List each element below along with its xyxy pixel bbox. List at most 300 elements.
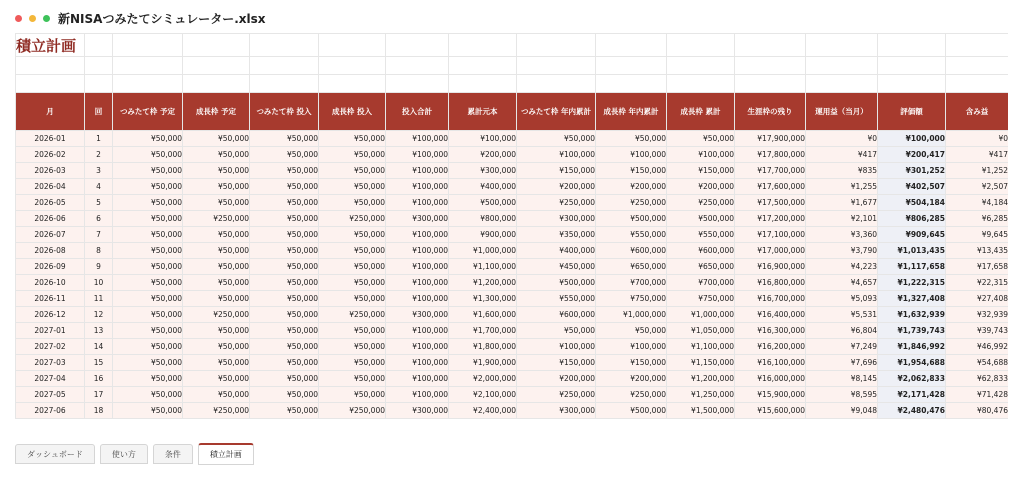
table-cell[interactable]: ¥50,000 xyxy=(183,179,250,195)
column-header[interactable]: 成長枠 投入 xyxy=(319,93,386,131)
table-cell[interactable]: ¥50,000 xyxy=(183,371,250,387)
table-cell[interactable]: ¥54,688 xyxy=(946,355,1009,371)
table-cell[interactable]: ¥100,000 xyxy=(386,131,449,147)
table-cell[interactable]: ¥200,000 xyxy=(596,371,667,387)
table-cell[interactable]: ¥2,000,000 xyxy=(449,371,517,387)
table-cell[interactable]: ¥15,900,000 xyxy=(735,387,806,403)
table-cell[interactable]: ¥50,000 xyxy=(319,179,386,195)
table-cell[interactable]: ¥504,184 xyxy=(878,195,946,211)
empty-cell[interactable] xyxy=(16,57,85,75)
minimize-window-button[interactable] xyxy=(29,15,36,22)
table-cell[interactable]: 3 xyxy=(85,163,113,179)
table-cell[interactable]: ¥50,000 xyxy=(113,403,183,419)
table-cell[interactable]: ¥50,000 xyxy=(250,403,319,419)
table-cell[interactable]: ¥50,000 xyxy=(250,371,319,387)
table-cell[interactable]: ¥250,000 xyxy=(517,195,596,211)
table-cell[interactable]: ¥50,000 xyxy=(250,179,319,195)
table-cell[interactable]: ¥50,000 xyxy=(319,243,386,259)
table-cell[interactable]: ¥4,184 xyxy=(946,195,1009,211)
table-cell[interactable]: 2026-02 xyxy=(16,147,85,163)
table-cell[interactable]: ¥50,000 xyxy=(250,307,319,323)
table-cell[interactable]: ¥17,800,000 xyxy=(735,147,806,163)
column-header[interactable]: つみたて枠 年内累計 xyxy=(517,93,596,131)
table-cell[interactable]: ¥4,223 xyxy=(806,259,878,275)
empty-cell[interactable] xyxy=(183,34,250,57)
empty-cell[interactable] xyxy=(946,75,1009,93)
table-cell[interactable]: ¥700,000 xyxy=(596,275,667,291)
table-cell[interactable]: ¥100,000 xyxy=(517,147,596,163)
empty-cell[interactable] xyxy=(806,75,878,93)
table-cell[interactable]: ¥50,000 xyxy=(319,147,386,163)
table-cell[interactable]: ¥200,000 xyxy=(667,179,735,195)
table-cell[interactable]: ¥50,000 xyxy=(517,131,596,147)
table-cell[interactable]: ¥1,255 xyxy=(806,179,878,195)
table-cell[interactable]: ¥1,050,000 xyxy=(667,323,735,339)
table-cell[interactable]: ¥50,000 xyxy=(319,163,386,179)
table-cell[interactable]: ¥9,645 xyxy=(946,227,1009,243)
empty-cell[interactable] xyxy=(113,57,183,75)
table-cell[interactable]: ¥16,000,000 xyxy=(735,371,806,387)
table-cell[interactable]: ¥50,000 xyxy=(250,147,319,163)
table-cell[interactable]: ¥1,632,939 xyxy=(878,307,946,323)
table-cell[interactable]: ¥32,939 xyxy=(946,307,1009,323)
table-cell[interactable]: ¥1,600,000 xyxy=(449,307,517,323)
table-cell[interactable]: 2026-08 xyxy=(16,243,85,259)
table-cell[interactable]: ¥50,000 xyxy=(517,323,596,339)
table-cell[interactable]: ¥50,000 xyxy=(113,195,183,211)
table-cell[interactable]: ¥200,000 xyxy=(517,371,596,387)
table-cell[interactable]: ¥550,000 xyxy=(596,227,667,243)
table-cell[interactable]: ¥100,000 xyxy=(386,323,449,339)
maximize-window-button[interactable] xyxy=(43,15,50,22)
empty-cell[interactable] xyxy=(319,75,386,93)
table-cell[interactable]: ¥15,600,000 xyxy=(735,403,806,419)
table-cell[interactable]: ¥50,000 xyxy=(319,291,386,307)
empty-cell[interactable] xyxy=(878,75,946,93)
table-cell[interactable]: ¥27,408 xyxy=(946,291,1009,307)
table-cell[interactable]: ¥806,285 xyxy=(878,211,946,227)
table-cell[interactable]: ¥1,000,000 xyxy=(667,307,735,323)
table-cell[interactable]: 17 xyxy=(85,387,113,403)
table-cell[interactable]: 14 xyxy=(85,339,113,355)
table-cell[interactable]: ¥500,000 xyxy=(449,195,517,211)
empty-cell[interactable] xyxy=(386,57,449,75)
table-cell[interactable]: ¥50,000 xyxy=(250,291,319,307)
table-cell[interactable]: ¥17,700,000 xyxy=(735,163,806,179)
table-cell[interactable]: ¥100,000 xyxy=(386,371,449,387)
table-cell[interactable]: ¥100,000 xyxy=(386,195,449,211)
table-cell[interactable]: ¥50,000 xyxy=(319,355,386,371)
table-cell[interactable]: ¥650,000 xyxy=(667,259,735,275)
table-cell[interactable]: ¥50,000 xyxy=(113,387,183,403)
table-cell[interactable]: ¥17,900,000 xyxy=(735,131,806,147)
table-cell[interactable]: ¥417 xyxy=(806,147,878,163)
table-cell[interactable]: ¥50,000 xyxy=(113,323,183,339)
table-cell[interactable]: ¥50,000 xyxy=(113,147,183,163)
table-cell[interactable]: ¥1,250,000 xyxy=(667,387,735,403)
table-cell[interactable]: ¥16,100,000 xyxy=(735,355,806,371)
table-cell[interactable]: ¥2,101 xyxy=(806,211,878,227)
column-header[interactable]: 評価額 xyxy=(878,93,946,131)
table-cell[interactable]: ¥150,000 xyxy=(667,163,735,179)
table-cell[interactable]: ¥16,400,000 xyxy=(735,307,806,323)
table-cell[interactable]: 2027-02 xyxy=(16,339,85,355)
empty-cell[interactable] xyxy=(517,57,596,75)
table-cell[interactable]: 2027-03 xyxy=(16,355,85,371)
sheet-title[interactable]: 積立計画 xyxy=(16,34,85,57)
empty-cell[interactable] xyxy=(596,34,667,57)
table-cell[interactable]: ¥6,285 xyxy=(946,211,1009,227)
table-cell[interactable]: ¥0 xyxy=(946,131,1009,147)
table-cell[interactable]: ¥100,000 xyxy=(386,147,449,163)
table-cell[interactable]: ¥100,000 xyxy=(386,227,449,243)
table-cell[interactable]: ¥50,000 xyxy=(667,131,735,147)
table-cell[interactable]: ¥1,252 xyxy=(946,163,1009,179)
table-cell[interactable]: 8 xyxy=(85,243,113,259)
table-cell[interactable]: ¥500,000 xyxy=(517,275,596,291)
table-cell[interactable]: ¥50,000 xyxy=(250,243,319,259)
table-cell[interactable]: ¥50,000 xyxy=(250,323,319,339)
table-cell[interactable]: ¥50,000 xyxy=(113,371,183,387)
table-cell[interactable]: ¥100,000 xyxy=(596,147,667,163)
table-cell[interactable]: ¥1,100,000 xyxy=(667,339,735,355)
empty-cell[interactable] xyxy=(735,57,806,75)
table-cell[interactable]: ¥250,000 xyxy=(517,387,596,403)
table-cell[interactable]: ¥250,000 xyxy=(319,211,386,227)
table-cell[interactable]: ¥16,200,000 xyxy=(735,339,806,355)
table-cell[interactable]: ¥1,900,000 xyxy=(449,355,517,371)
table-cell[interactable]: ¥50,000 xyxy=(319,275,386,291)
column-header[interactable]: 生涯枠の残り xyxy=(735,93,806,131)
empty-cell[interactable] xyxy=(16,75,85,93)
table-cell[interactable]: ¥50,000 xyxy=(319,195,386,211)
table-cell[interactable]: ¥2,062,833 xyxy=(878,371,946,387)
table-cell[interactable]: ¥50,000 xyxy=(319,339,386,355)
table-cell[interactable]: ¥200,000 xyxy=(449,147,517,163)
table-cell[interactable]: ¥150,000 xyxy=(517,163,596,179)
empty-cell[interactable] xyxy=(386,75,449,93)
table-cell[interactable]: ¥46,992 xyxy=(946,339,1009,355)
table-cell[interactable]: ¥50,000 xyxy=(113,291,183,307)
table-cell[interactable]: ¥5,093 xyxy=(806,291,878,307)
table-cell[interactable]: ¥50,000 xyxy=(250,131,319,147)
table-cell[interactable]: ¥50,000 xyxy=(183,291,250,307)
table-cell[interactable]: 10 xyxy=(85,275,113,291)
table-cell[interactable]: ¥2,100,000 xyxy=(449,387,517,403)
sheet-tab[interactable]: 積立計画 xyxy=(198,443,254,465)
table-cell[interactable]: ¥250,000 xyxy=(596,195,667,211)
table-cell[interactable]: ¥1,677 xyxy=(806,195,878,211)
table-cell[interactable]: ¥1,222,315 xyxy=(878,275,946,291)
table-cell[interactable]: ¥2,400,000 xyxy=(449,403,517,419)
table-cell[interactable]: ¥1,000,000 xyxy=(596,307,667,323)
table-cell[interactable]: ¥9,048 xyxy=(806,403,878,419)
table-cell[interactable]: ¥17,200,000 xyxy=(735,211,806,227)
empty-cell[interactable] xyxy=(878,34,946,57)
empty-cell[interactable] xyxy=(596,57,667,75)
table-cell[interactable]: ¥100,000 xyxy=(386,355,449,371)
table-cell[interactable]: 2026-07 xyxy=(16,227,85,243)
table-cell[interactable]: ¥17,100,000 xyxy=(735,227,806,243)
spreadsheet-grid[interactable] xyxy=(15,33,1008,435)
empty-cell[interactable] xyxy=(449,57,517,75)
table-cell[interactable]: ¥50,000 xyxy=(113,355,183,371)
table-cell[interactable]: ¥650,000 xyxy=(596,259,667,275)
table-cell[interactable]: ¥50,000 xyxy=(250,259,319,275)
table-cell[interactable]: ¥39,743 xyxy=(946,323,1009,339)
table-cell[interactable]: ¥16,300,000 xyxy=(735,323,806,339)
close-window-button[interactable] xyxy=(15,15,22,22)
table-cell[interactable]: ¥50,000 xyxy=(183,339,250,355)
table-cell[interactable]: ¥500,000 xyxy=(667,211,735,227)
empty-cell[interactable] xyxy=(517,34,596,57)
empty-cell[interactable] xyxy=(667,34,735,57)
empty-cell[interactable] xyxy=(183,57,250,75)
table-cell[interactable]: ¥2,480,476 xyxy=(878,403,946,419)
table-cell[interactable]: ¥500,000 xyxy=(596,211,667,227)
table-cell[interactable]: ¥100,000 xyxy=(667,147,735,163)
table-cell[interactable]: ¥50,000 xyxy=(319,323,386,339)
column-header[interactable]: つみたて枠 投入 xyxy=(250,93,319,131)
table-cell[interactable]: ¥200,000 xyxy=(596,179,667,195)
empty-cell[interactable] xyxy=(517,75,596,93)
table-cell[interactable]: ¥50,000 xyxy=(319,371,386,387)
table-cell[interactable]: ¥50,000 xyxy=(250,163,319,179)
table-cell[interactable]: ¥600,000 xyxy=(667,243,735,259)
empty-cell[interactable] xyxy=(85,57,113,75)
table-cell[interactable]: 2026-09 xyxy=(16,259,85,275)
table-cell[interactable]: ¥200,417 xyxy=(878,147,946,163)
table-cell[interactable]: 18 xyxy=(85,403,113,419)
sheet-tab[interactable]: ダッシュボード xyxy=(15,444,95,464)
empty-cell[interactable] xyxy=(319,57,386,75)
table-cell[interactable]: ¥80,476 xyxy=(946,403,1009,419)
empty-cell[interactable] xyxy=(667,75,735,93)
table-cell[interactable]: ¥50,000 xyxy=(183,323,250,339)
table-cell[interactable]: ¥4,657 xyxy=(806,275,878,291)
column-header[interactable]: 月 xyxy=(16,93,85,131)
table-cell[interactable]: 2026-03 xyxy=(16,163,85,179)
sheet-tab[interactable]: 条件 xyxy=(153,444,193,464)
table-cell[interactable]: ¥17,000,000 xyxy=(735,243,806,259)
table-cell[interactable]: ¥150,000 xyxy=(517,355,596,371)
table-cell[interactable]: ¥50,000 xyxy=(113,131,183,147)
empty-cell[interactable] xyxy=(319,34,386,57)
table-cell[interactable]: ¥50,000 xyxy=(250,355,319,371)
table-cell[interactable]: ¥50,000 xyxy=(250,339,319,355)
empty-cell[interactable] xyxy=(878,57,946,75)
table-cell[interactable]: ¥100,000 xyxy=(386,179,449,195)
table-cell[interactable]: 2026-04 xyxy=(16,179,85,195)
table-cell[interactable]: ¥50,000 xyxy=(183,147,250,163)
table-cell[interactable]: ¥750,000 xyxy=(596,291,667,307)
table-cell[interactable]: ¥100,000 xyxy=(386,291,449,307)
table-cell[interactable]: ¥8,595 xyxy=(806,387,878,403)
table-cell[interactable]: ¥301,252 xyxy=(878,163,946,179)
table-cell[interactable]: ¥250,000 xyxy=(667,195,735,211)
empty-cell[interactable] xyxy=(250,75,319,93)
table-cell[interactable]: ¥150,000 xyxy=(596,355,667,371)
table-cell[interactable]: ¥400,000 xyxy=(449,179,517,195)
table-cell[interactable]: ¥250,000 xyxy=(183,307,250,323)
table-cell[interactable]: ¥50,000 xyxy=(250,211,319,227)
table-cell[interactable]: 1 xyxy=(85,131,113,147)
empty-cell[interactable] xyxy=(806,57,878,75)
empty-cell[interactable] xyxy=(386,34,449,57)
table-cell[interactable]: ¥5,531 xyxy=(806,307,878,323)
table-cell[interactable]: ¥100,000 xyxy=(386,387,449,403)
table-cell[interactable]: ¥16,700,000 xyxy=(735,291,806,307)
column-header[interactable]: 累計元本 xyxy=(449,93,517,131)
empty-cell[interactable] xyxy=(946,34,1009,57)
table-cell[interactable]: ¥50,000 xyxy=(113,275,183,291)
empty-cell[interactable] xyxy=(113,75,183,93)
table-cell[interactable]: ¥750,000 xyxy=(667,291,735,307)
table-cell[interactable]: ¥50,000 xyxy=(319,259,386,275)
table-cell[interactable]: ¥250,000 xyxy=(319,307,386,323)
table-cell[interactable]: ¥300,000 xyxy=(449,163,517,179)
column-header[interactable]: 運用益（当月） xyxy=(806,93,878,131)
table-cell[interactable]: ¥100,000 xyxy=(449,131,517,147)
column-header[interactable]: 含み益 xyxy=(946,93,1009,131)
table-cell[interactable]: ¥2,171,428 xyxy=(878,387,946,403)
table-cell[interactable]: 5 xyxy=(85,195,113,211)
table-cell[interactable]: ¥300,000 xyxy=(386,403,449,419)
table-cell[interactable]: ¥400,000 xyxy=(517,243,596,259)
table-cell[interactable]: 2 xyxy=(85,147,113,163)
table-cell[interactable]: 2026-10 xyxy=(16,275,85,291)
table-cell[interactable]: ¥50,000 xyxy=(183,195,250,211)
table-cell[interactable]: ¥50,000 xyxy=(183,163,250,179)
table-cell[interactable]: ¥7,249 xyxy=(806,339,878,355)
table-cell[interactable]: ¥600,000 xyxy=(596,243,667,259)
table-cell[interactable]: ¥1,327,408 xyxy=(878,291,946,307)
table-cell[interactable]: ¥1,200,000 xyxy=(449,275,517,291)
table-cell[interactable]: 16 xyxy=(85,371,113,387)
table-cell[interactable]: ¥50,000 xyxy=(183,243,250,259)
table-cell[interactable]: ¥2,507 xyxy=(946,179,1009,195)
table-cell[interactable]: ¥50,000 xyxy=(319,131,386,147)
table-cell[interactable]: ¥7,696 xyxy=(806,355,878,371)
table-cell[interactable]: ¥50,000 xyxy=(113,163,183,179)
table-cell[interactable]: 4 xyxy=(85,179,113,195)
table-cell[interactable]: ¥6,804 xyxy=(806,323,878,339)
table-cell[interactable]: ¥1,954,688 xyxy=(878,355,946,371)
table-cell[interactable]: 2026-01 xyxy=(16,131,85,147)
table-cell[interactable]: ¥50,000 xyxy=(183,227,250,243)
table-cell[interactable]: ¥100,000 xyxy=(596,339,667,355)
empty-cell[interactable] xyxy=(449,34,517,57)
table-cell[interactable]: ¥100,000 xyxy=(386,339,449,355)
table-cell[interactable]: ¥50,000 xyxy=(183,387,250,403)
table-cell[interactable]: ¥17,658 xyxy=(946,259,1009,275)
table-cell[interactable]: ¥1,200,000 xyxy=(667,371,735,387)
table-cell[interactable]: ¥50,000 xyxy=(596,323,667,339)
column-header[interactable]: 回 xyxy=(85,93,113,131)
table-cell[interactable]: ¥1,739,743 xyxy=(878,323,946,339)
table-cell[interactable]: ¥250,000 xyxy=(183,211,250,227)
table-cell[interactable]: ¥300,000 xyxy=(517,403,596,419)
empty-cell[interactable] xyxy=(85,34,113,57)
empty-cell[interactable] xyxy=(806,34,878,57)
table-cell[interactable]: 2027-05 xyxy=(16,387,85,403)
table-cell[interactable]: ¥1,300,000 xyxy=(449,291,517,307)
table-cell[interactable]: ¥50,000 xyxy=(113,259,183,275)
table-cell[interactable]: ¥16,800,000 xyxy=(735,275,806,291)
empty-cell[interactable] xyxy=(946,57,1009,75)
table-cell[interactable]: 2026-12 xyxy=(16,307,85,323)
table-cell[interactable]: ¥3,790 xyxy=(806,243,878,259)
table-cell[interactable]: ¥71,428 xyxy=(946,387,1009,403)
table-cell[interactable]: ¥100,000 xyxy=(517,339,596,355)
table-cell[interactable]: ¥1,150,000 xyxy=(667,355,735,371)
table-cell[interactable]: 2027-01 xyxy=(16,323,85,339)
table-cell[interactable]: ¥300,000 xyxy=(386,211,449,227)
table-cell[interactable]: ¥50,000 xyxy=(113,307,183,323)
table-cell[interactable]: 2026-05 xyxy=(16,195,85,211)
table-cell[interactable]: ¥8,145 xyxy=(806,371,878,387)
table-cell[interactable]: ¥100,000 xyxy=(386,275,449,291)
table-cell[interactable]: ¥300,000 xyxy=(386,307,449,323)
table-cell[interactable]: ¥13,435 xyxy=(946,243,1009,259)
table-cell[interactable]: ¥50,000 xyxy=(183,131,250,147)
table-cell[interactable]: ¥417 xyxy=(946,147,1009,163)
table-cell[interactable]: ¥50,000 xyxy=(113,227,183,243)
table-cell[interactable]: ¥3,360 xyxy=(806,227,878,243)
empty-cell[interactable] xyxy=(667,57,735,75)
table-cell[interactable]: ¥50,000 xyxy=(250,195,319,211)
table-cell[interactable]: ¥700,000 xyxy=(667,275,735,291)
table-cell[interactable]: ¥50,000 xyxy=(113,243,183,259)
table-cell[interactable]: ¥800,000 xyxy=(449,211,517,227)
table-cell[interactable]: ¥50,000 xyxy=(319,387,386,403)
column-header[interactable]: つみたて枠 予定 xyxy=(113,93,183,131)
table-cell[interactable]: ¥402,507 xyxy=(878,179,946,195)
empty-cell[interactable] xyxy=(735,34,806,57)
table-cell[interactable]: ¥250,000 xyxy=(183,403,250,419)
empty-cell[interactable] xyxy=(250,34,319,57)
table-cell[interactable]: ¥100,000 xyxy=(386,163,449,179)
table-cell[interactable]: ¥50,000 xyxy=(596,131,667,147)
table-cell[interactable]: ¥1,700,000 xyxy=(449,323,517,339)
table-cell[interactable]: 7 xyxy=(85,227,113,243)
table-cell[interactable]: ¥100,000 xyxy=(386,259,449,275)
table-cell[interactable]: ¥50,000 xyxy=(113,339,183,355)
table-cell[interactable]: ¥50,000 xyxy=(113,211,183,227)
table-cell[interactable]: 2026-11 xyxy=(16,291,85,307)
table-cell[interactable]: ¥1,013,435 xyxy=(878,243,946,259)
table-cell[interactable]: ¥900,000 xyxy=(449,227,517,243)
table-cell[interactable]: ¥17,500,000 xyxy=(735,195,806,211)
table-cell[interactable]: ¥50,000 xyxy=(183,355,250,371)
sheet-tab[interactable]: 使い方 xyxy=(100,444,148,464)
table-cell[interactable]: 15 xyxy=(85,355,113,371)
table-cell[interactable]: ¥0 xyxy=(806,131,878,147)
table-cell[interactable]: ¥100,000 xyxy=(878,131,946,147)
table-cell[interactable]: ¥50,000 xyxy=(319,227,386,243)
table-cell[interactable]: 13 xyxy=(85,323,113,339)
table-cell[interactable]: 2026-06 xyxy=(16,211,85,227)
empty-cell[interactable] xyxy=(449,75,517,93)
table-cell[interactable]: ¥909,645 xyxy=(878,227,946,243)
table-cell[interactable]: ¥1,846,992 xyxy=(878,339,946,355)
table-cell[interactable]: ¥22,315 xyxy=(946,275,1009,291)
table-cell[interactable]: ¥550,000 xyxy=(667,227,735,243)
table-cell[interactable]: ¥350,000 xyxy=(517,227,596,243)
table-cell[interactable]: ¥300,000 xyxy=(517,211,596,227)
empty-cell[interactable] xyxy=(113,34,183,57)
empty-cell[interactable] xyxy=(735,75,806,93)
